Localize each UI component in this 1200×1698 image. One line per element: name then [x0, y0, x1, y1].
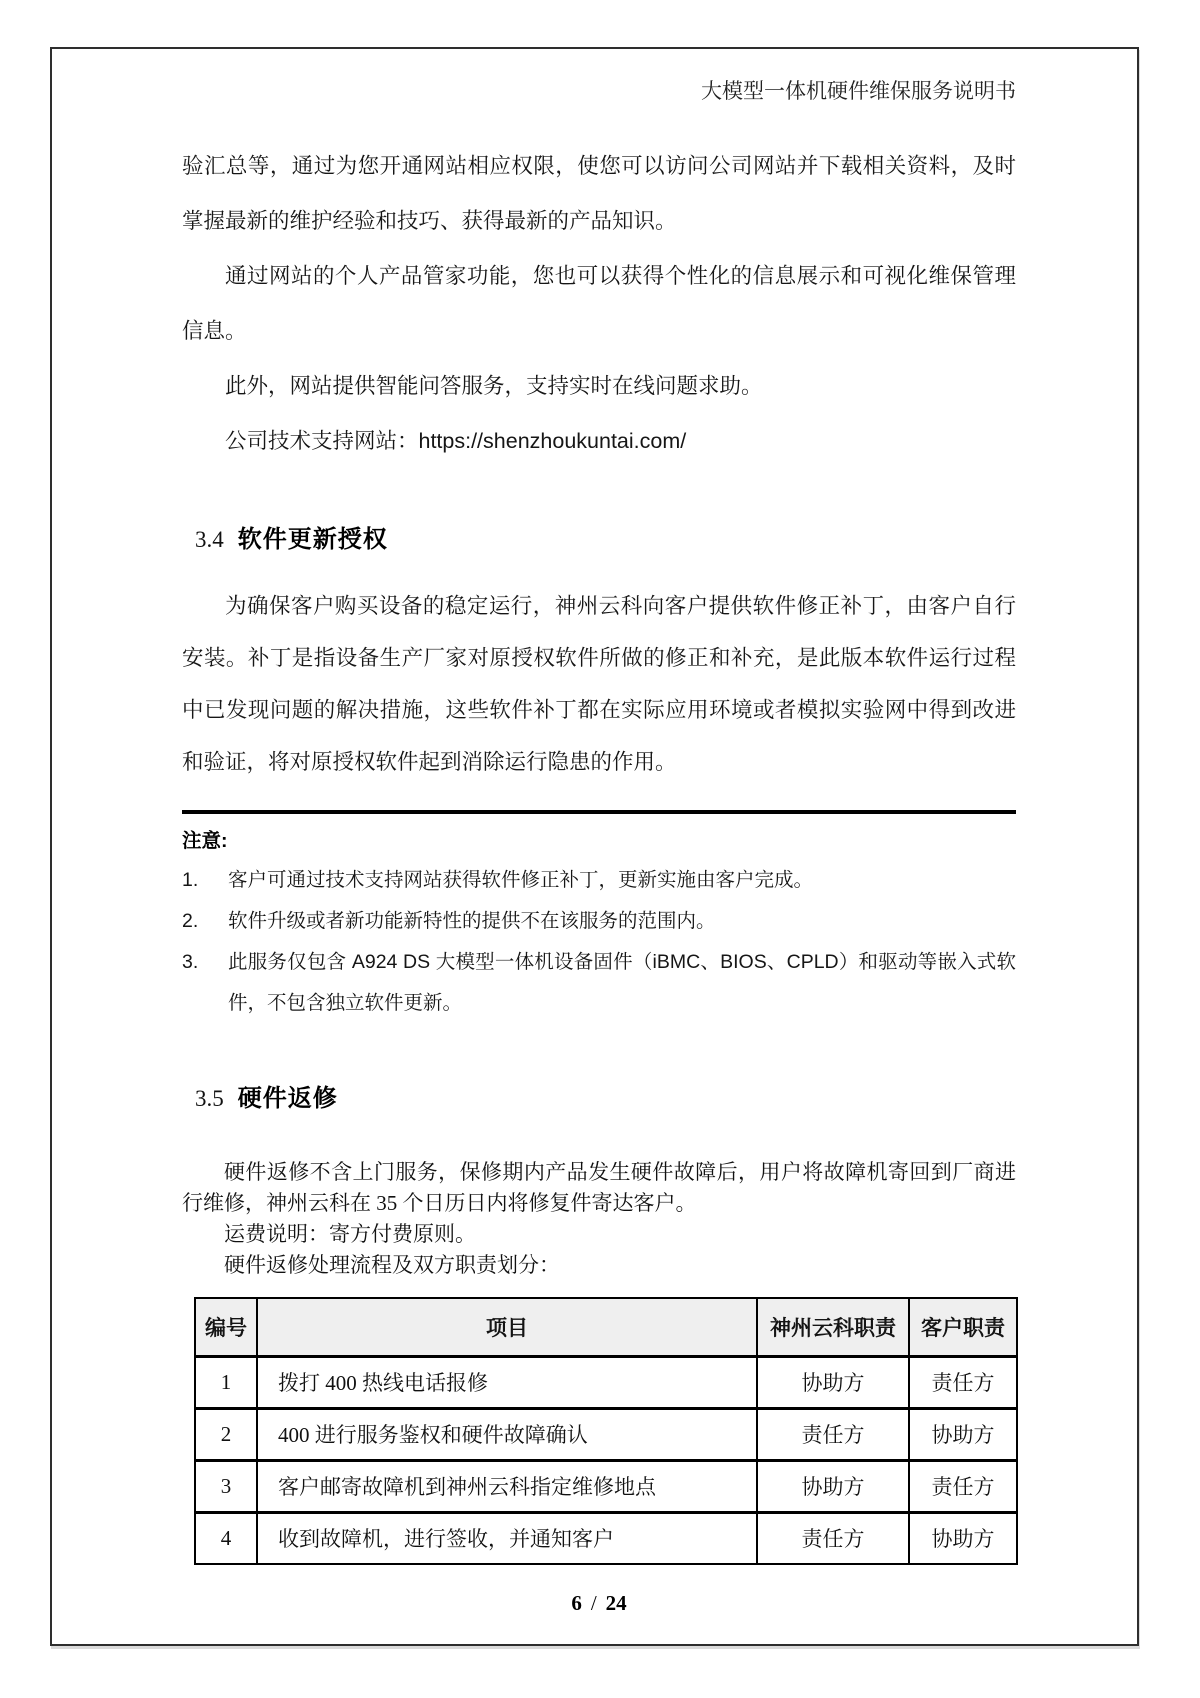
running-header-title: 大模型一体机硬件维保服务说明书 — [701, 79, 1016, 103]
support-website-line: 公司技术支持网站：https://shenzhoukuntai.com/ — [225, 429, 687, 453]
section-3-4-heading — [195, 519, 1016, 554]
table-header-cell-customer: 客户职责 — [909, 1298, 1017, 1356]
note-item-text: 此服务仅包含 A924 DS 大模型一体机设备固件（iBMC、BIOS、CPLD）和驱动等嵌入式软件，不包含独立软件更新。 — [228, 951, 1016, 1014]
table-row — [195, 1512, 1017, 1564]
table-cell-number: 1 — [195, 1356, 257, 1408]
table-row — [195, 1408, 1017, 1460]
note-item — [182, 901, 1016, 942]
intro-paragraph-3: 此外，网站提供智能问答服务，支持实时在线问题求助。 — [225, 374, 763, 398]
total-page-number: 24 — [605, 1591, 627, 1615]
note-item-text: 软件升级或者新功能新特性的提供不在该服务的范围内。 — [228, 910, 716, 932]
note-divider-rule — [182, 810, 1016, 814]
note-item — [182, 860, 1016, 901]
table-header-row — [195, 1298, 1017, 1356]
table-cell-number: 3 — [195, 1460, 257, 1512]
table-cell-item: 拨打 400 热线电话报修 — [257, 1356, 757, 1408]
section-3-4-title: 软件更新授权 — [237, 526, 388, 553]
section-3-5-number: 3.5 — [195, 1086, 224, 1111]
repair-process-table — [194, 1297, 1018, 1565]
table-cell-customer-role: 责任方 — [909, 1460, 1017, 1512]
shipping-note-line: 运费说明：寄方付费原则。 — [224, 1222, 476, 1246]
section-3-5-heading — [195, 1078, 1016, 1113]
table-header-cell-vendor: 神州云科职责 — [757, 1298, 909, 1356]
intro-paragraph-1: 验汇总等，通过为您开通网站相应权限，使您可以访问公司网站并下载相关资料，及时掌握最新的维护经验和技巧、获得最新的产品知识。 — [182, 154, 1016, 233]
table-cell-vendor-role: 协助方 — [757, 1356, 909, 1408]
table-cell-item: 收到故障机，进行签收，并通知客户 — [257, 1512, 757, 1564]
note-label: 注意: — [182, 830, 228, 852]
note-item-number: 2. — [182, 910, 199, 932]
table-cell-number: 4 — [195, 1512, 257, 1564]
table-cell-vendor-role: 协助方 — [757, 1460, 909, 1512]
current-page-number: 6 — [571, 1591, 582, 1615]
section-3-4-number: 3.4 — [195, 527, 224, 552]
table-cell-customer-role: 责任方 — [909, 1356, 1017, 1408]
intro-paragraph-2: 通过网站的个人产品管家功能，您也可以获得个性化的信息展示和可视化维保管理信息。 — [182, 264, 1016, 343]
table-cell-item: 400 进行服务鉴权和硬件故障确认 — [257, 1408, 757, 1460]
table-cell-number: 2 — [195, 1408, 257, 1460]
section-3-5-title: 硬件返修 — [237, 1085, 338, 1112]
section-3-5-paragraph-1: 硬件返修不含上门服务，保修期内产品发生硬件故障后，用户将故障机寄回到厂商进行维修，神州云科在 35 个日历日内将修复件寄达客户。 — [182, 1160, 1016, 1215]
note-item-number: 1. — [182, 869, 199, 891]
note-item-number: 3. — [182, 951, 199, 973]
table-intro-line: 硬件返修处理流程及双方职责划分： — [224, 1253, 560, 1277]
note-list — [182, 860, 1016, 1024]
running-header — [182, 77, 1016, 105]
page-number-footer — [182, 1591, 1016, 1616]
table-cell-item: 客户邮寄故障机到神州云科指定维修地点 — [257, 1460, 757, 1512]
table-row — [195, 1356, 1017, 1408]
note-item-text: 客户可通过技术支持网站获得软件修正补丁，更新实施由客户完成。 — [228, 869, 814, 891]
page-number-separator: / — [590, 1591, 597, 1615]
note-item — [182, 942, 1016, 1024]
table-cell-customer-role: 协助方 — [909, 1512, 1017, 1564]
table-header-cell-item: 项目 — [257, 1298, 757, 1356]
section-3-4-body: 为确保客户购买设备的稳定运行，神州云科向客户提供软件修正补丁，由客户自行安装。补丁是指设备生产厂家对原授权软件所做的修正和补充，是此版本软件运行过程中已发现问题的解决措施，这些软件补丁都在实际应用环境或者模拟实验网中得到改进和验证，将对原授权软件起到消除运行隐患的作用。 — [182, 594, 1016, 774]
table-cell-customer-role: 协助方 — [909, 1408, 1017, 1460]
table-header-cell-number: 编号 — [195, 1298, 257, 1356]
table-cell-vendor-role: 责任方 — [757, 1408, 909, 1460]
document-page — [50, 47, 1139, 1646]
table-row — [195, 1460, 1017, 1512]
table-cell-vendor-role: 责任方 — [757, 1512, 909, 1564]
